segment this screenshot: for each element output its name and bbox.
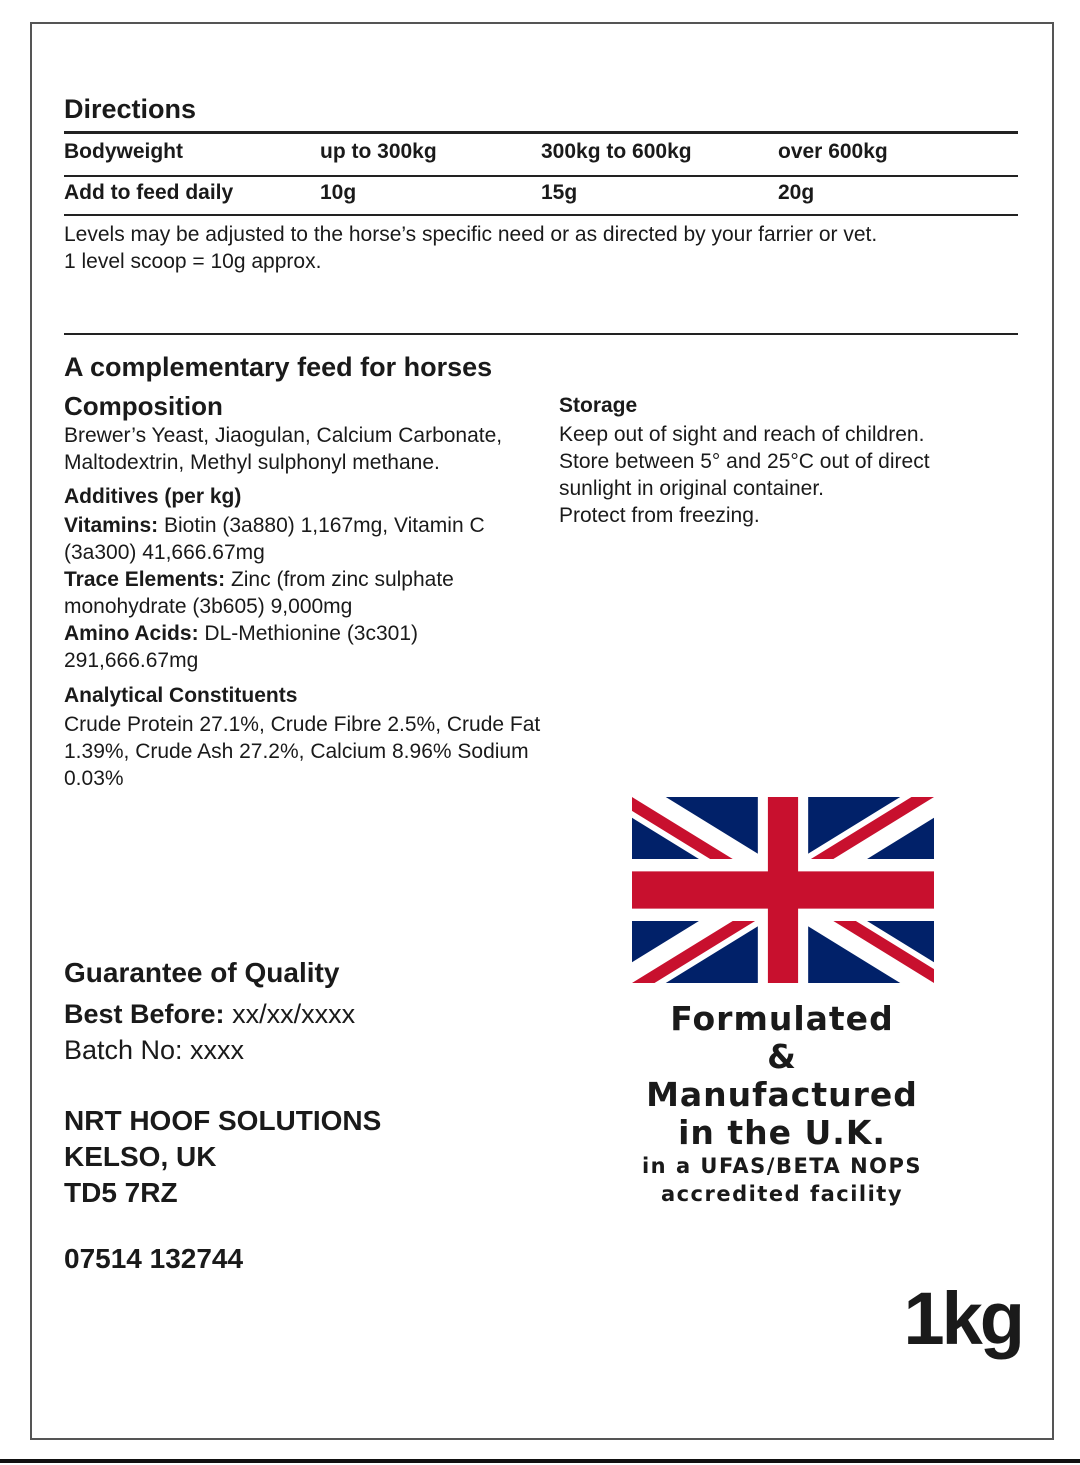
best-before	[64, 999, 355, 1030]
dose-3: 20g	[778, 181, 815, 204]
additive-label: Amino Acids:	[64, 622, 199, 645]
address-line: TD5 7RZ	[64, 1177, 178, 1208]
section-divider	[64, 333, 1018, 335]
analytical-title: Analytical Constituents	[64, 684, 298, 707]
composition-text: Brewer’s Yeast, Jiaogulan, Calcium Carbonate, Maltodextrin, Methyl sulphonyl methane.	[64, 424, 503, 474]
storage-text	[559, 421, 1029, 529]
divider	[64, 175, 1018, 177]
additive-label: Trace Elements:	[64, 568, 226, 591]
batch-number: Batch No: xxxx	[64, 1035, 245, 1065]
quality-title: Guarantee of Quality	[64, 957, 340, 988]
union-jack-flag-icon	[632, 797, 934, 983]
origin-line: in a UFAS/BETA NOPS	[641, 1154, 923, 1178]
origin-statement	[600, 1000, 964, 1208]
origin-line: in the U.K.	[678, 1113, 886, 1152]
additive-value: Zinc (from zinc sulphate monohydrate (3b605) 9,000mg	[64, 568, 454, 618]
address-line: NRT HOOF SOLUTIONS	[64, 1105, 382, 1136]
storage-line: Keep out of sight and reach of children.	[559, 423, 925, 446]
address-line: KELSO, UK	[64, 1141, 217, 1172]
composition-title: Composition	[64, 391, 223, 421]
storage-title: Storage	[559, 394, 638, 417]
address	[64, 1103, 381, 1211]
directions-note	[64, 221, 1024, 275]
origin-line: Formulated	[670, 999, 894, 1038]
feed-type-heading: A complementary feed for horses	[64, 352, 493, 382]
additives-title: Additives (per kg)	[64, 485, 242, 508]
dose-2: 15g	[541, 181, 578, 204]
note-line: Levels may be adjusted to the horse’s specific need or as directed by your farrier or vet.	[64, 223, 878, 246]
weight-range-3: over 600kg	[778, 140, 888, 163]
origin-line: Manufactured	[646, 1075, 918, 1114]
divider	[64, 131, 1018, 134]
additive-item	[64, 620, 544, 674]
directions-title: Directions	[64, 94, 197, 124]
additive-item	[64, 512, 544, 566]
net-weight: 1kg	[903, 1277, 1022, 1360]
dose-label: Add to feed daily	[64, 181, 234, 204]
additive-item	[64, 566, 544, 620]
phone-number: 07514 132744	[64, 1243, 244, 1274]
weight-range-1: up to 300kg	[320, 140, 437, 163]
storage-line: sunlight in original container.	[559, 477, 825, 500]
additive-value: Biotin (3a880) 1,167mg, Vitamin C (3a300) 41,666.67mg	[64, 514, 485, 564]
bodyweight-label: Bodyweight	[64, 140, 183, 163]
additives-list	[64, 512, 544, 674]
storage-line: Protect from freezing.	[559, 504, 760, 527]
analytical-text: Crude Protein 27.1%, Crude Fibre 2.5%, Crude Fat 1.39%, Crude Ash 27.2%, Calcium 8.96% Sodium 0.03%	[64, 713, 541, 790]
origin-line: accredited facility	[660, 1182, 904, 1206]
dose-1: 10g	[320, 181, 357, 204]
best-before-value: xx/xx/xxxx	[232, 999, 356, 1029]
note-line: 1 level scoop = 10g approx.	[64, 250, 322, 273]
best-before-label: Best Before:	[64, 999, 225, 1029]
storage-line: Store between 5° and 25°C out of direct	[559, 450, 930, 473]
bottom-edge	[0, 1459, 1080, 1463]
weight-range-2: 300kg to 600kg	[541, 140, 692, 163]
additive-value: DL-Methionine (3c301) 291,666.67mg	[64, 622, 419, 672]
additive-label: Vitamins:	[64, 514, 159, 537]
divider	[64, 214, 1018, 216]
origin-line: &	[767, 1037, 797, 1076]
